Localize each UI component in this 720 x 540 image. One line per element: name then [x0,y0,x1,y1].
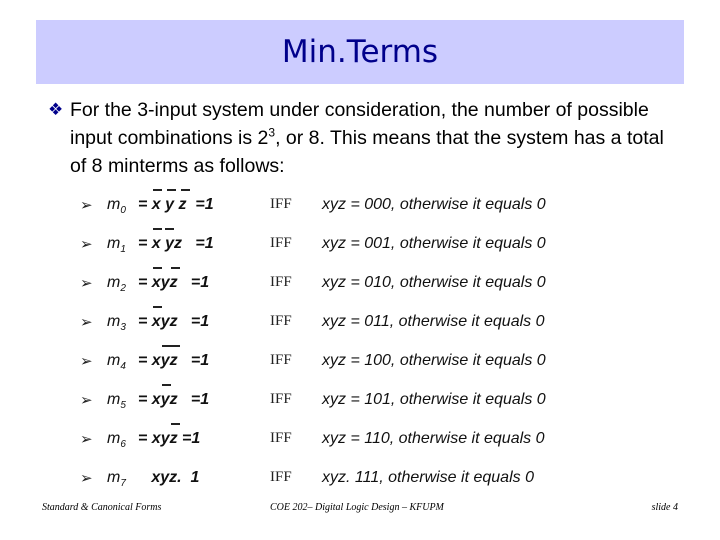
arrow-bullet-icon: ➢ [80,431,93,448]
minterm-condition: xyz = 010, otherwise it equals 0 [322,274,546,291]
footer-topic: Standard & Canonical Forms [42,502,162,513]
title-bar [36,20,684,84]
minterm-label: $m_1$ [107,235,126,256]
arrow-bullet-icon: ➢ [80,392,93,409]
arrow-bullet-icon: ➢ [80,314,93,331]
minterm-condition: xyz = 011, otherwise it equals 0 [322,313,545,330]
minterm-label: $m_4$ [107,352,126,373]
minterm-condition: xyz = 101, otherwise it equals 0 [322,391,546,408]
minterm-expression: = xyz =1 [138,274,209,292]
minterm-expression: = x yz =1 [138,235,214,253]
iff-label: IFF [270,313,292,329]
minterm-expression: = xyz =1 [138,352,209,370]
iff-label: IFF [270,430,292,446]
footer-course: COE 202– Digital Logic Design – KFUPM [270,502,444,513]
minterm-row [0,385,720,421]
diamond-bullet-icon: ❖ [48,100,64,119]
minterm-expression: = x y z =1 [138,196,214,214]
minterm-row [0,190,720,226]
minterm-row [0,268,720,304]
minterm-label: $m_0$ [107,196,126,217]
minterm-row [0,463,720,499]
arrow-bullet-icon: ➢ [80,470,93,487]
slide-title: Min.Terms [281,34,439,70]
arrow-bullet-icon: ➢ [80,236,93,253]
bullet-exponent: 3 [268,125,276,140]
iff-label: IFF [270,274,292,290]
minterm-expression: = xyz =1 [138,313,209,331]
minterm-expression: = xyz =1 [138,391,209,409]
bullet-paragraph [48,96,680,180]
minterm-label: $m_5$ [107,391,126,412]
minterm-condition: xyz. 111, otherwise it equals 0 [322,469,534,486]
minterm-row [0,229,720,265]
iff-label: IFF [270,196,292,212]
minterm-label: $m_7$ [107,469,126,490]
minterm-row [0,424,720,460]
minterm-label: $m_3$ [107,313,126,334]
arrow-bullet-icon: ➢ [80,353,93,370]
arrow-bullet-icon: ➢ [80,197,93,214]
minterm-condition: xyz = 100, otherwise it equals 0 [322,352,546,369]
minterm-condition: xyz = 000, otherwise it equals 0 [322,196,546,213]
minterm-label: $m_2$ [107,274,126,295]
minterm-row [0,307,720,343]
iff-label: IFF [270,469,292,485]
slide-footer [36,498,684,518]
footer-slide-number: slide 4 [651,502,678,513]
minterm-condition: xyz = 110, otherwise it equals 0 [322,430,545,447]
iff-label: IFF [270,391,292,407]
arrow-bullet-icon: ➢ [80,275,93,292]
bullet-text-part1: For the 3-input system under consideration, the number of possible input combinations is 2 [70,99,649,149]
bullet-text-part2: , or 8. This means that the system has a total of 8 minterms as follows: [70,127,664,177]
minterm-label: $m_6$ [107,430,126,451]
minterm-expression: xyz. 1 [138,469,200,486]
iff-label: IFF [270,352,292,368]
bullet-text [70,96,680,180]
iff-label: IFF [270,235,292,251]
minterm-condition: xyz = 001, otherwise it equals 0 [322,235,546,252]
minterm-row [0,346,720,382]
minterm-expression: = xyz =1 [138,430,200,448]
